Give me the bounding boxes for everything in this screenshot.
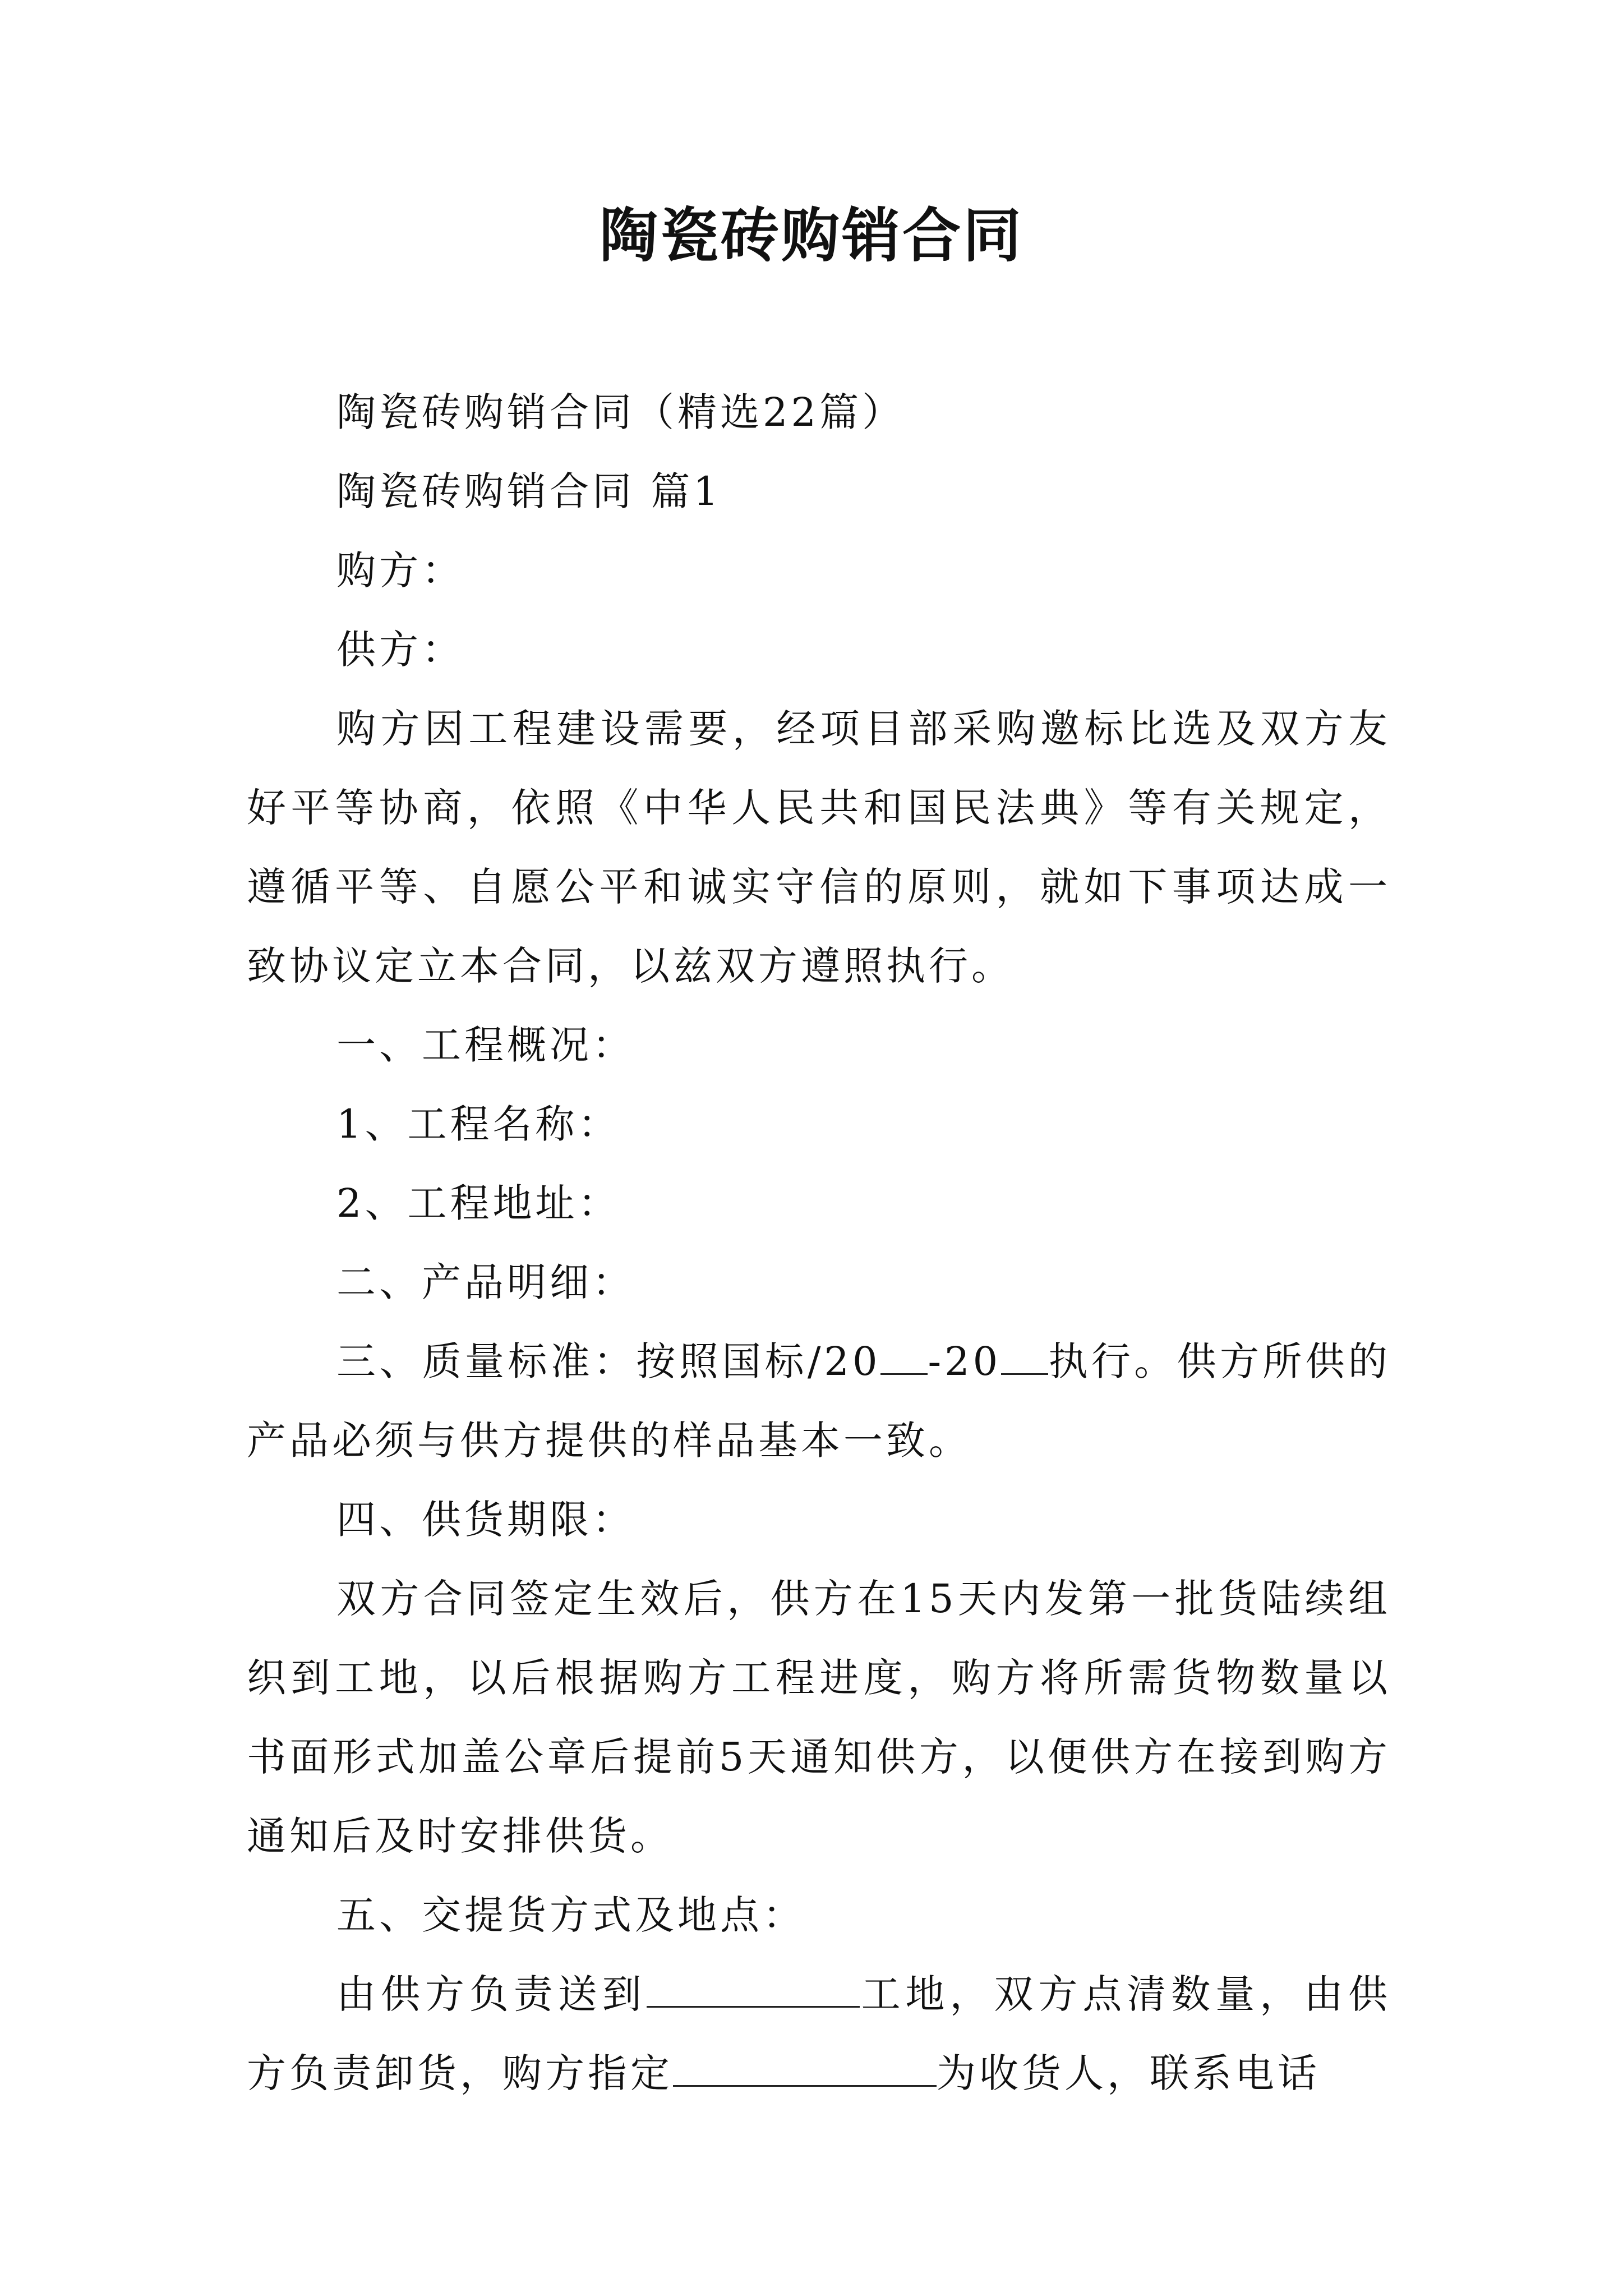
clause4-heading: 四、供货期限：	[336, 1497, 635, 1543]
clause3-text-b: -20	[928, 1338, 1002, 1384]
blank-line	[1001, 1334, 1048, 1375]
clause5-text-a: 由供方负责送到	[336, 1971, 647, 2017]
clause5-heading: 五、交提货方式及地点：	[336, 1892, 805, 1938]
document-body	[247, 373, 1391, 2113]
clause5-paragraph	[247, 1955, 1391, 2113]
clause5-text-c: 为收货人，联系电话	[937, 2050, 1320, 2096]
buyer-label: 购方：	[336, 547, 464, 593]
supplier-label: 供方：	[336, 627, 464, 673]
clause5-text-b: 工地，双方点清数量，由供方负责卸货，购方指定	[247, 1971, 1391, 2096]
subtitle-paragraph: 陶瓷砖购销合同（精选22篇）	[336, 389, 905, 435]
blank-line	[673, 2046, 937, 2087]
clause2-heading: 二、产品明细：	[336, 1259, 635, 1305]
clause1-heading: 一、工程概况：	[336, 1022, 635, 1068]
clause3-text-c: 执行。供方所供的产品必须与供方提供的样品基本一致。	[247, 1338, 1391, 1464]
clause4-paragraph: 双方合同签定生效后，供方在15天内发第一批货陆续组织到工地，以后根据购方工程进度，购方将所需货物数量以书面形式加盖公章后提前5天通知供方，以便供方在接到购方通知后及时安排供货。	[247, 1576, 1391, 1859]
clause1-item-project-name: 1、工程名称：	[336, 1101, 621, 1147]
section-heading: 陶瓷砖购销合同 篇1	[336, 468, 722, 514]
document-title: 陶瓷砖购销合同	[599, 201, 1023, 270]
intro-paragraph: 购方因工程建设需要，经项目部采购邀标比选及双方友好平等协商，依照《中华人民共和国民法典》等有关规定，遵循平等、自愿公平和诚实守信的原则，就如下事项达成一致协议定立本合同，以兹双方遵照执行。	[247, 706, 1391, 989]
clause3-text-a: 三、质量标准：按照国标/20	[336, 1338, 881, 1384]
blank-line	[880, 1334, 928, 1375]
clause3-paragraph	[247, 1322, 1391, 1480]
clause1-item-project-address: 2、工程地址：	[336, 1180, 621, 1226]
blank-line	[647, 1967, 860, 2008]
